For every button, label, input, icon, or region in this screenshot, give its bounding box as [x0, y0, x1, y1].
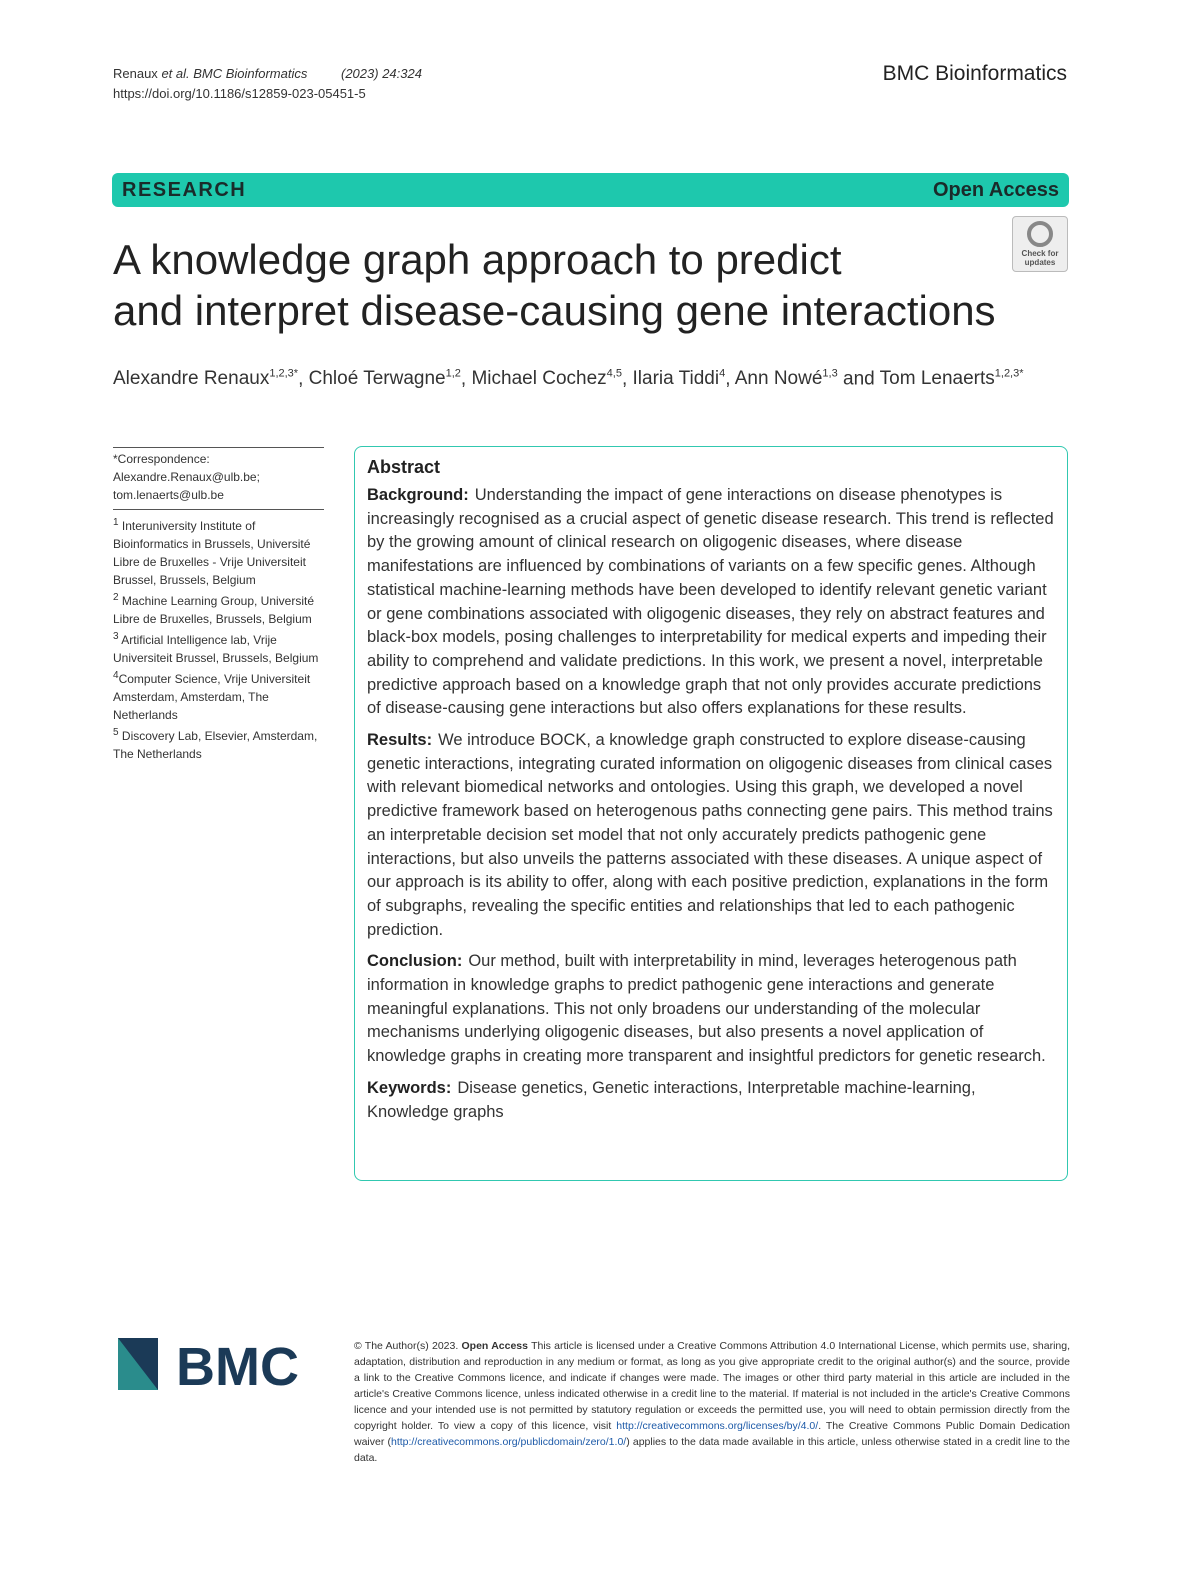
correspondence-email[interactable]: Alexandre.Renaux@ulb.be;	[113, 470, 260, 484]
citation-header	[113, 64, 422, 104]
journal-name: BMC Bioinformatics	[882, 62, 1067, 85]
license-body: This article is licensed under a Creative Commons Attribution 4.0 International License, which permits use, sharing, adaptation, distribution and reproduction in any medium or format, as long as you give appropriate credit to the original author(s) and the source, provide a link to the Creative Commons licence, and indicate if changes were made. The images or other third party material in this article are included in the article's Creative Commons licence, unless indicated otherwise in a credit line to the material. If material is not included in the article's Creative Commons licence and your intended use is not permitted by statutory regulation or exceeds the permitted use, you will need to obtain permission directly from the copyright holder. To view a copy of this licence, visit	[354, 1340, 1070, 1432]
author[interactable]: Ann Nowé$^{1,3}$	[734, 368, 838, 390]
crossmark-label	[1013, 249, 1067, 267]
author-list: Alexandre Renaux$^{1,2,3*}$, Chloé Terwagne$^{1,2}$, Michael Cochez$^{4,5}$, Ilaria Tiddi$^4$, Ann Nowé$^{1,3}$ and Tom Lenaerts$^{1,2,3*}$	[113, 368, 1024, 390]
article-title	[113, 234, 1073, 336]
affiliation: $^5$ Discovery Lab, Elsevier, Amsterdam, The Netherlands	[113, 727, 318, 761]
citation-authors: Renaux	[113, 66, 158, 81]
title-line-1: A knowledge graph approach to predict	[113, 236, 842, 283]
article-type-label: RESEARCH	[122, 178, 247, 201]
crossmark-icon	[1027, 221, 1053, 247]
author[interactable]: Tom Lenaerts$^{1,2,3*}$	[879, 368, 1024, 390]
public-domain-link[interactable]: http://creativecommons.org/publicdomain/zero/1.0/	[391, 1436, 627, 1448]
check-for-updates-button[interactable]	[1012, 216, 1068, 272]
citation-year: (2023) 24:324	[341, 66, 422, 81]
affiliation: $^1$ Interuniversity Institute of Bioinformatics in Brussels, Université Libre de Bruxelles - Vrije Universiteit Brussel, Brussels, Belgium	[113, 517, 311, 587]
correspondence-block	[113, 450, 325, 504]
abstract-results: Results: We introduce BOCK, a knowledge graph constructed to explore disease-causing genetic interactions, integrating curated information on oligogenic diseases from clinical cases with relevant biomedical networks and ontologies. Using this graph, we developed a novel predictive framework based on heterogenous paths connecting gene pairs. This method trains an interpretable decision set model that not only accurately predicts pathogenic gene interactions, but also unveils the patterns associated with these diseases. A unique aspect of our approach is its ability to offer, along with each positive prediction, explanations in the form of subgraphs, revealing the specific entities and relationships that led to each pathogenic prediction.	[367, 731, 1053, 939]
title-line-2: and interpret disease-causing gene interactions	[113, 287, 996, 334]
affiliation: $^2$ Machine Learning Group, Université Libre de Bruxelles, Brussels, Belgium	[113, 592, 315, 626]
abstract-keywords: Keywords: Disease genetics, Genetic interactions, Interpretable machine-learning, Knowledge graphs	[367, 1078, 976, 1121]
affiliation: $^3$ Artificial Intelligence lab, Vrije Universiteit Brussel, Brussels, Belgium	[113, 631, 319, 665]
article-type-banner	[112, 173, 1069, 207]
author[interactable]: Michael Cochez$^{4,5}$	[471, 368, 622, 390]
affiliation: $^4$Computer Science, Vrije Universiteit Amsterdam, Amsterdam, The Netherlands	[113, 670, 311, 722]
sidebar-divider	[113, 509, 324, 510]
logo-text: BMC	[176, 1338, 299, 1390]
crossmark-line-2: updates	[1024, 258, 1056, 267]
correspondence-email[interactable]: tom.lenaerts@ulb.be	[113, 488, 224, 502]
license-text: © The Author(s) 2023. Open Access This article is licensed under a Creative Commons Attribution 4.0 International License, which permits use, sharing, adaptation, distribution and reproduction in any medium or format, as long as you give appropriate credit to the original author(s) and the source, provide a link to the Creative Commons licence, and indicate if changes were made. The images or other third party material in this article are included in the article's Creative Commons licence, unless indicated otherwise in a credit line to the material. If material is not included in the article's Creative Commons licence and your intended use is not permitted by statutory regulation or exceeds the permitted use, you will need to obtain permission directly from the copyright holder. To view a copy of this licence, visit http://creativecommons.org/licenses/by/4.0/. The Creative Commons Public Domain Dedication waiver (http://creativecommons.org/publicdomain/zero/1.0/) applies to the data made available in this article, unless otherwise stated in a credit line to the data.	[354, 1340, 1071, 1464]
license-oa-label: Open Access	[461, 1340, 528, 1352]
open-access-label: Open Access	[933, 178, 1059, 201]
license-link[interactable]: http://creativecommons.org/licenses/by/4.0/	[616, 1420, 819, 1432]
copyright: © The Author(s) 2023.	[354, 1340, 459, 1352]
abstract-heading: Abstract	[367, 457, 441, 477]
citation-line	[113, 64, 422, 84]
author[interactable]: Ilaria Tiddi$^4$	[632, 368, 726, 390]
bmc-logo	[118, 1338, 328, 1390]
author[interactable]: Chloé Terwagne$^{1,2}$	[308, 368, 461, 390]
abstract-background: Background: Understanding the impact of gene interactions on disease phenotypes is increasingly recognised as a crucial aspect of genetic disease research. This trend is reflected by the growing amount of clinical research on oligogenic diseases, where disease manifestations are influenced by combinations of variants on a few specific genes. Although statistical machine-learning methods have been developed to identify relevant genetic variant or gene combinations associated with oligogenic diseases, they rely on abstract features and black-box models, posing challenges to interpretability for medical experts and impeding their ability to comprehend and validate predictions. In this work, we present a novel, interpretable predictive approach based on a knowledge graph that not only provides accurate predictions of disease-causing gene interactions but also offers explanations for these results.	[367, 486, 1054, 718]
affiliations-block	[113, 514, 325, 763]
doi-link[interactable]: https://doi.org/10.1186/s12859-023-05451-5	[113, 86, 366, 101]
sidebar-divider	[113, 447, 324, 448]
abstract-conclusion: Conclusion: Our method, built with interpretability in mind, leverages heterogenous path information in knowledge graphs to predict pathogenic gene interactions and generate meaningful explanations. This not only broadens our understanding of the molecular mechanisms underlying oligogenic diseases, but also presents a novel application of knowledge graphs in creating more transparent and insightful predictors for genetic research.	[367, 952, 1046, 1066]
crossmark-line-1: Check for	[1021, 249, 1059, 258]
correspondence-label: *Correspondence:	[113, 452, 210, 466]
citation-journal: et al. BMC Bioinformatics	[161, 66, 308, 81]
abstract-box	[354, 446, 1068, 1181]
author[interactable]: Alexandre Renaux$^{1,2,3*}$	[113, 368, 299, 390]
